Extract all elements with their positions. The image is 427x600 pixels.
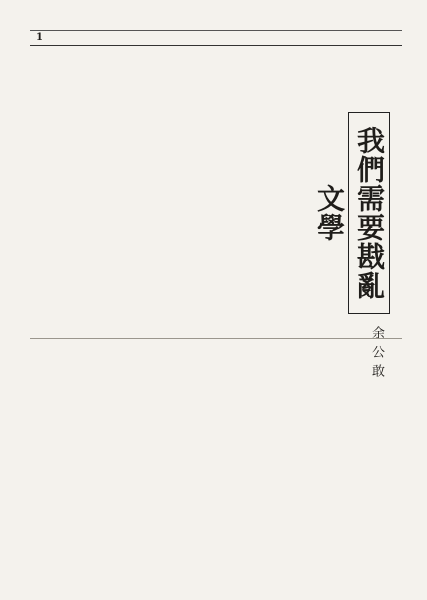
article-title-block (313, 112, 396, 383)
footnotes (30, 550, 402, 588)
header-rule-top (30, 30, 402, 31)
article-author: 余公敢 (369, 325, 384, 383)
article-body (30, 50, 402, 590)
title-box (313, 112, 390, 314)
section-divider (30, 338, 402, 339)
article-title: 我們需要戡亂文學 (313, 126, 386, 300)
upper-body-text (30, 58, 292, 328)
upper-right-text (296, 58, 322, 328)
page-number: 1 (36, 32, 43, 43)
page-header (30, 30, 402, 46)
lower-body-text (30, 346, 402, 548)
header-rule-bottom (30, 45, 402, 46)
